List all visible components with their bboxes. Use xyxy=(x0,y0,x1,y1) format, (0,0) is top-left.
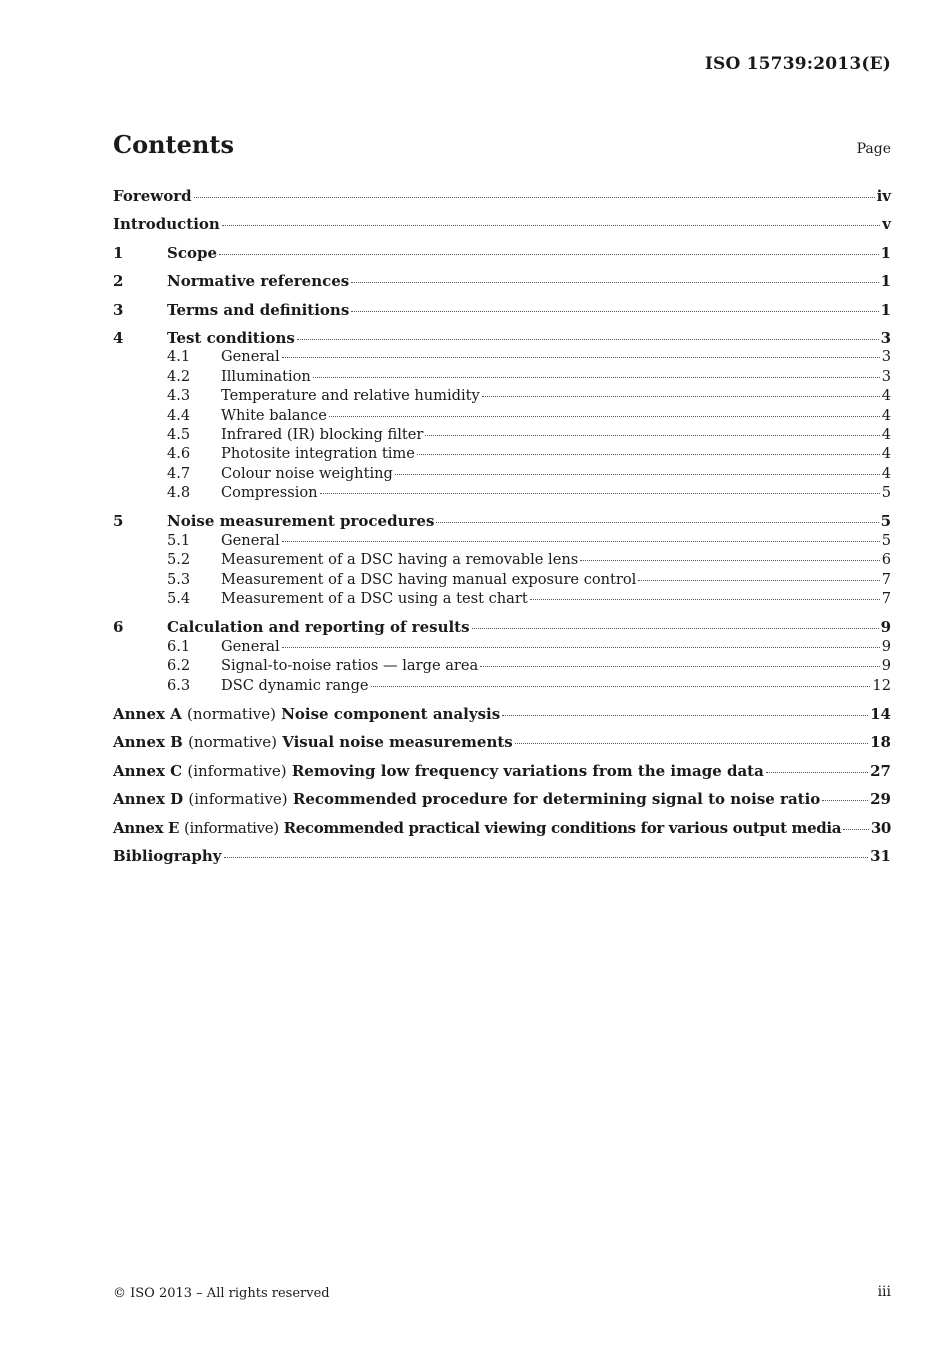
table-of-contents xyxy=(113,186,891,874)
toc-entry-label: Noise measurement procedures xyxy=(167,512,435,531)
annex-type: (normative) xyxy=(188,733,277,752)
toc-annex-heading xyxy=(113,818,841,838)
dot-leader xyxy=(351,282,878,283)
toc-entry-page: 9 xyxy=(880,618,891,637)
dot-leader xyxy=(515,743,868,744)
annex-label: Annex C xyxy=(113,761,183,780)
toc-entry-number: 4.6 xyxy=(167,445,191,463)
toc-entry-page: 7 xyxy=(881,590,891,608)
toc-entry-4-8[interactable] xyxy=(113,483,891,511)
toc-entry-page: iv xyxy=(876,187,891,205)
toc-entry-number: 4.2 xyxy=(167,367,191,385)
dot-leader xyxy=(351,311,878,312)
toc-entry-introduction[interactable] xyxy=(113,214,891,242)
annex-title: Removing low frequency variations from the image data xyxy=(291,761,764,780)
toc-entry-4-7[interactable] xyxy=(113,464,891,483)
toc-entry-label: Measurement of a DSC having manual exposure control xyxy=(221,570,637,588)
toc-entry-label: Infrared (IR) blocking filter xyxy=(221,425,424,443)
dot-leader xyxy=(282,357,880,358)
dot-leader xyxy=(224,857,869,858)
toc-entry-label: DSC dynamic range xyxy=(221,676,369,694)
toc-entry-label: Bibliography xyxy=(113,846,222,865)
toc-entry-4-5[interactable] xyxy=(113,425,891,444)
toc-annex-heading xyxy=(113,732,513,752)
toc-entry-label: Normative references xyxy=(167,272,350,291)
toc-entry-number: 4.7 xyxy=(167,464,191,482)
toc-entry-5-2[interactable] xyxy=(113,550,891,569)
toc-entry-page: 18 xyxy=(870,733,891,752)
toc-entry-page: 4 xyxy=(881,425,891,443)
toc-entry-label: Photosite integration time xyxy=(221,445,415,463)
toc-entry-number: 4.1 xyxy=(167,348,191,366)
toc-entry-number: 6.3 xyxy=(167,676,191,694)
toc-entry-page: 4 xyxy=(881,406,891,424)
dot-leader xyxy=(472,628,879,629)
contents-title-row xyxy=(113,130,891,159)
toc-entry-page: 1 xyxy=(880,300,891,319)
dot-leader xyxy=(580,560,879,561)
dot-leader xyxy=(329,416,880,417)
toc-entry-label: White balance xyxy=(221,406,327,424)
dot-leader xyxy=(822,800,868,801)
toc-entry-number: 5 xyxy=(113,512,124,531)
toc-entry-clause-3[interactable] xyxy=(113,300,891,328)
toc-entry-page: 5 xyxy=(881,484,891,502)
toc-entry-label: Colour noise weighting xyxy=(221,464,393,482)
dot-leader xyxy=(371,686,871,687)
toc-entry-label: Measurement of a DSC using a test chart xyxy=(221,590,528,608)
annex-label: Annex B xyxy=(113,733,183,752)
toc-entry-number: 3 xyxy=(113,300,124,319)
dot-leader xyxy=(282,647,880,648)
dot-leader xyxy=(395,474,880,475)
toc-entry-6-1[interactable] xyxy=(113,637,891,656)
toc-entry-page: 1 xyxy=(880,243,891,262)
toc-entry-5-3[interactable] xyxy=(113,570,891,589)
annex-title: Recommended practical viewing conditions for various output media xyxy=(283,818,842,837)
toc-entry-label: Signal-to-noise ratios — large area xyxy=(221,657,479,675)
toc-entry-clause-5[interactable] xyxy=(113,511,891,530)
toc-entry-label: General xyxy=(221,348,280,366)
dot-leader xyxy=(320,493,880,494)
annex-type: (informative) xyxy=(187,761,287,780)
toc-entry-4-3[interactable] xyxy=(113,386,891,405)
toc-entry-label: General xyxy=(221,531,280,549)
toc-entry-page: 29 xyxy=(870,790,891,809)
toc-entry-page: 14 xyxy=(870,704,891,723)
toc-entry-page: 4 xyxy=(881,387,891,405)
toc-annex-heading xyxy=(113,789,820,809)
dot-leader xyxy=(222,225,880,226)
toc-annex-heading xyxy=(113,761,764,781)
toc-entry-label: Compression xyxy=(221,484,318,502)
toc-entry-4-1[interactable] xyxy=(113,347,891,366)
dot-leader xyxy=(843,829,869,830)
page-column-label: Page xyxy=(856,141,891,157)
toc-entry-page: 9 xyxy=(881,637,891,655)
toc-entry-number: 2 xyxy=(113,272,124,291)
toc-entry-label: Temperature and relative humidity xyxy=(221,387,480,405)
toc-entry-page: v xyxy=(882,215,891,234)
toc-entry-annex-c[interactable] xyxy=(113,761,891,789)
dot-leader xyxy=(425,435,879,436)
toc-entry-page: 6 xyxy=(881,551,891,569)
toc-entry-page: 31 xyxy=(870,846,891,865)
toc-entry-page: 9 xyxy=(881,657,891,675)
footer-page-number: iii xyxy=(877,1284,891,1300)
toc-entry-clause-1[interactable] xyxy=(113,243,891,271)
annex-type: (informative) xyxy=(188,790,288,809)
toc-entry-annex-d[interactable] xyxy=(113,789,891,817)
toc-entry-4-4[interactable] xyxy=(113,406,891,425)
toc-entry-number: 6.1 xyxy=(167,637,191,655)
annex-label: Annex D xyxy=(113,790,184,809)
dot-leader xyxy=(219,254,879,255)
toc-entry-label: Test conditions xyxy=(167,328,295,347)
dot-leader xyxy=(480,666,879,667)
toc-entry-number: 4.8 xyxy=(167,484,191,502)
annex-label: Annex A xyxy=(113,704,182,723)
annex-type: (informative) xyxy=(184,818,279,837)
toc-entry-number: 6 xyxy=(113,618,124,637)
toc-entry-page: 12 xyxy=(872,676,891,694)
annex-label: Annex E xyxy=(113,818,180,837)
toc-entry-number: 1 xyxy=(113,243,124,262)
dot-leader xyxy=(530,599,880,600)
toc-entry-label: Scope xyxy=(167,243,218,262)
toc-entry-number: 4.4 xyxy=(167,406,191,424)
dot-leader xyxy=(313,377,880,378)
dot-leader xyxy=(417,454,880,455)
toc-entry-clause-6[interactable] xyxy=(113,617,891,636)
annex-type: (normative) xyxy=(187,704,276,723)
dot-leader xyxy=(638,580,879,581)
toc-entry-page: 5 xyxy=(880,512,891,531)
toc-entry-6-3[interactable] xyxy=(113,676,891,704)
toc-entry-page: 27 xyxy=(870,761,891,780)
toc-entry-label: Introduction xyxy=(113,215,220,234)
dot-leader xyxy=(282,541,880,542)
toc-entry-label: Measurement of a DSC having a removable lens xyxy=(221,551,579,569)
document-header: ISO 15739:2013(E) xyxy=(704,54,891,74)
toc-entry-page: 5 xyxy=(881,531,891,549)
toc-entry-5-1[interactable] xyxy=(113,531,891,550)
dot-leader xyxy=(297,339,879,340)
dot-leader xyxy=(194,197,875,198)
toc-entry-page: 3 xyxy=(880,328,891,347)
toc-entry-number: 5.3 xyxy=(167,570,191,588)
toc-entry-label: Illumination xyxy=(221,367,311,385)
toc-entry-number: 5.4 xyxy=(167,590,191,608)
dot-leader xyxy=(766,772,868,773)
toc-entry-page: 3 xyxy=(881,348,891,366)
toc-entry-page: 4 xyxy=(881,464,891,482)
toc-entry-number: 4.3 xyxy=(167,387,191,405)
toc-entry-annex-e[interactable] xyxy=(113,818,891,846)
annex-title: Recommended procedure for determining signal to noise ratio xyxy=(292,790,821,809)
toc-entry-label: General xyxy=(221,637,280,655)
dot-leader xyxy=(502,715,868,716)
toc-entry-number: 6.2 xyxy=(167,657,191,675)
toc-entry-5-4[interactable] xyxy=(113,589,891,617)
toc-entry-label: Terms and definitions xyxy=(167,300,350,319)
toc-entry-label: Calculation and reporting of results xyxy=(167,618,470,637)
toc-entry-bibliography[interactable] xyxy=(113,846,891,874)
toc-entry-number: 4.5 xyxy=(167,425,191,443)
dot-leader xyxy=(436,522,878,523)
dot-leader xyxy=(482,396,880,397)
toc-annex-heading xyxy=(113,704,500,724)
toc-entry-6-2[interactable] xyxy=(113,656,891,675)
toc-entry-number: 5.2 xyxy=(167,551,191,569)
toc-entry-number: 5.1 xyxy=(167,531,191,549)
toc-entry-page: 30 xyxy=(870,818,891,837)
toc-entry-clause-4[interactable] xyxy=(113,328,891,347)
toc-entry-4-2[interactable] xyxy=(113,367,891,386)
toc-entry-annex-a[interactable] xyxy=(113,704,891,732)
toc-entry-annex-b[interactable] xyxy=(113,732,891,760)
annex-title: Noise component analysis xyxy=(281,704,501,723)
toc-entry-page: 4 xyxy=(881,445,891,463)
toc-entry-page: 7 xyxy=(881,570,891,588)
toc-entry-number: 4 xyxy=(113,328,124,347)
annex-title: Visual noise measurements xyxy=(282,733,513,752)
footer-copyright: © ISO 2013 – All rights reserved xyxy=(113,1286,330,1301)
toc-entry-page: 3 xyxy=(881,367,891,385)
toc-entry-foreword[interactable] xyxy=(113,186,891,214)
toc-entry-4-6[interactable] xyxy=(113,444,891,463)
toc-entry-label: Foreword xyxy=(113,187,192,205)
page-title: Contents xyxy=(113,130,234,159)
toc-entry-clause-2[interactable] xyxy=(113,271,891,299)
toc-entry-page: 1 xyxy=(880,272,891,291)
